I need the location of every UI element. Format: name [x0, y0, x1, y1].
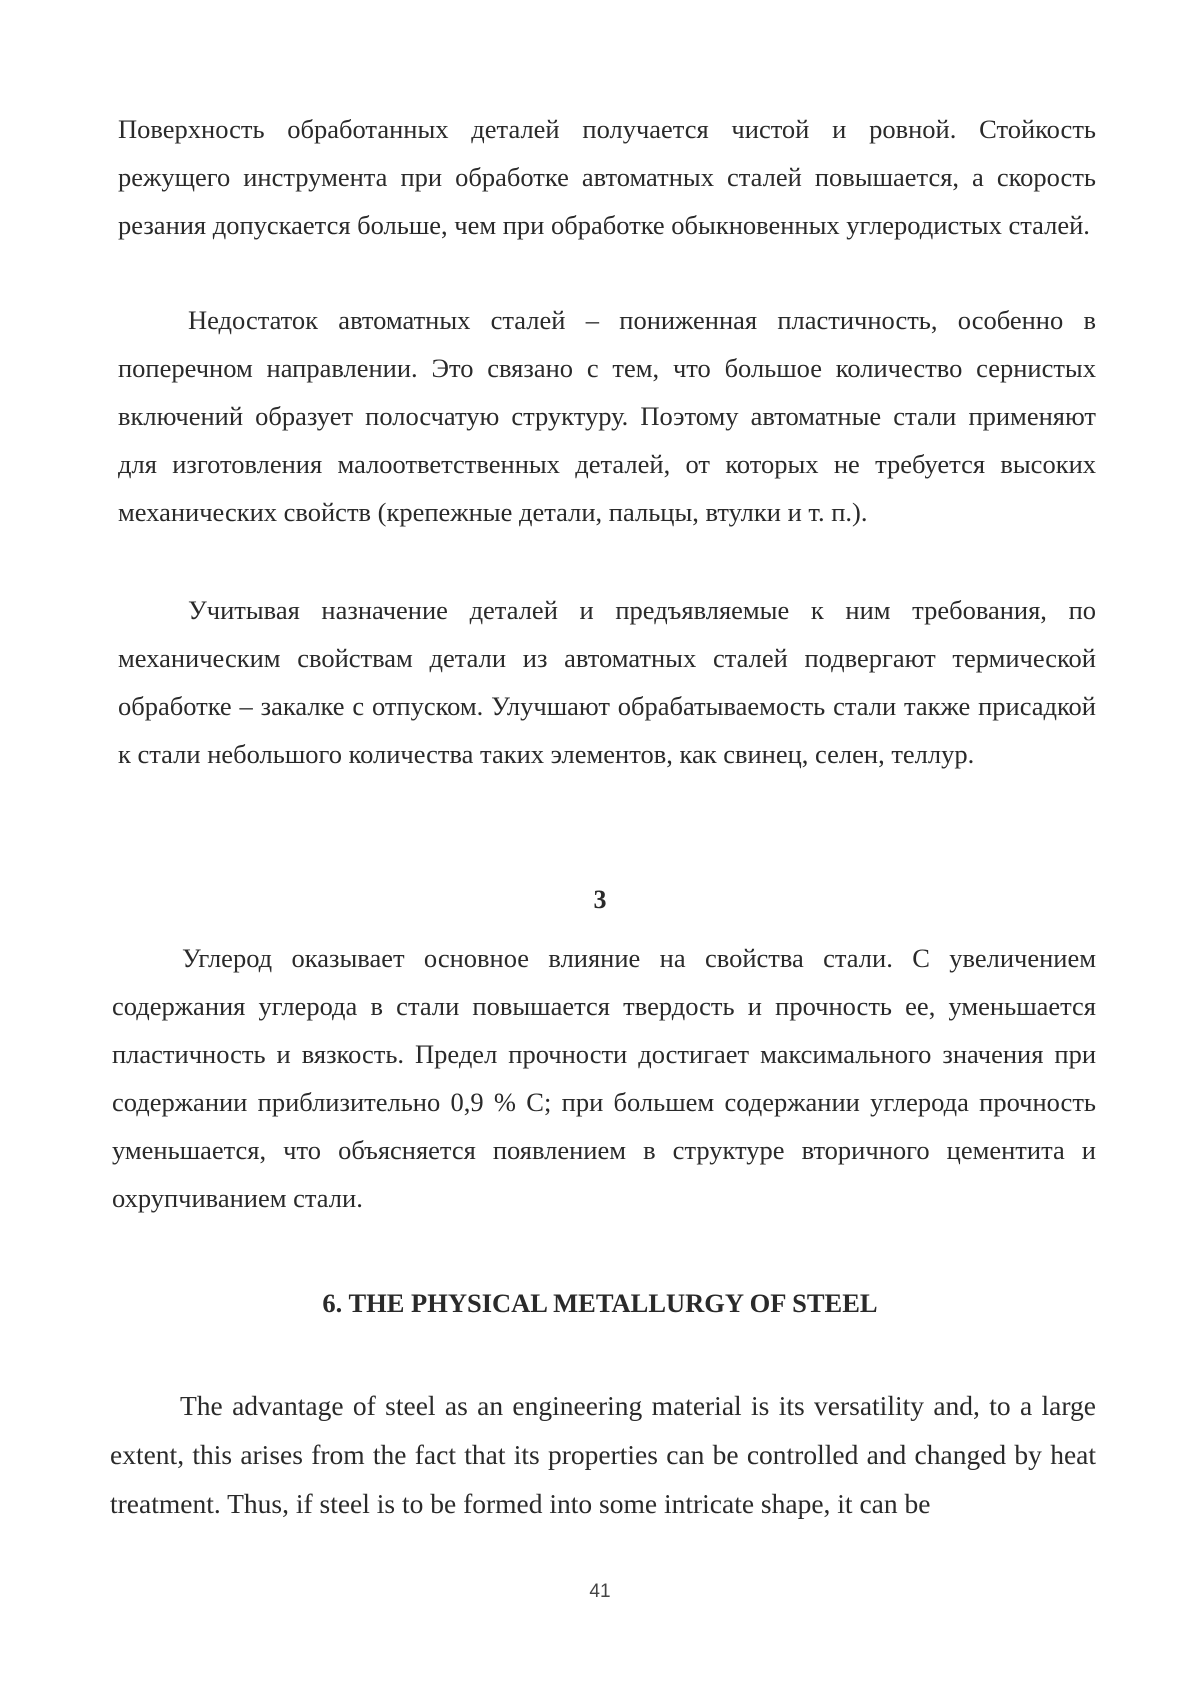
paragraph-carbon-influence: Углерод оказывает основное влияние на свойства стали. С увеличением содержания углерода в стали повышается твердость и прочность ее, уменьшается пластичность и вязкость. Предел прочности достигает максимального значения при содержании приблизительно 0,9 % С; при большем содержании углерода прочность уменьшается, что объясняется появлением в структуре вторичного цементита и охрупчиванием стали.: [112, 943, 1096, 1213]
paragraph-surface-quality: Поверхность обработанных деталей получается чистой и ровной. Стойкость режущего инструмента при обработке автоматных сталей повышается, а скорость резания допускается больше, чем при обработке обыкновенных углеродистых сталей.: [118, 114, 1096, 240]
paragraph-steel-advantage: The advantage of steel as an engineering material is its versatility and, to a large extent, this arises from the fact that its properties can be controlled and changed by heat treatment. Thus, if steel is to be formed into some intricate shape, it can be: [110, 1390, 1096, 1519]
page-number: 41: [589, 1581, 611, 1602]
section-number: 3: [593, 885, 607, 914]
chapter-heading: 6. THE PHYSICAL METALLURGY OF STEEL: [322, 1288, 878, 1318]
paragraph-heat-treatment: Учитывая назначение деталей и предъявляемые к ним требования, по механическим свойствам детали из автоматных сталей подвергают термической обработке – закалке с отпуском. Улучшают обрабатываемость стали также присадкой к стали небольшого количества таких элементов, как свинец, селен, теллур.: [118, 595, 1096, 769]
paragraph-disadvantage: Недостаток автоматных сталей – пониженная пластичность, особенно в поперечном направлении. Это связано с тем, что большое количество сернистых включений образует полосчатую структуру. Поэтому автоматные стали применяют для изготовления малоответственных деталей, от которых не требуется высоких механических свойств (крепежные детали, пальцы, втулки и т. п.).: [118, 305, 1096, 527]
